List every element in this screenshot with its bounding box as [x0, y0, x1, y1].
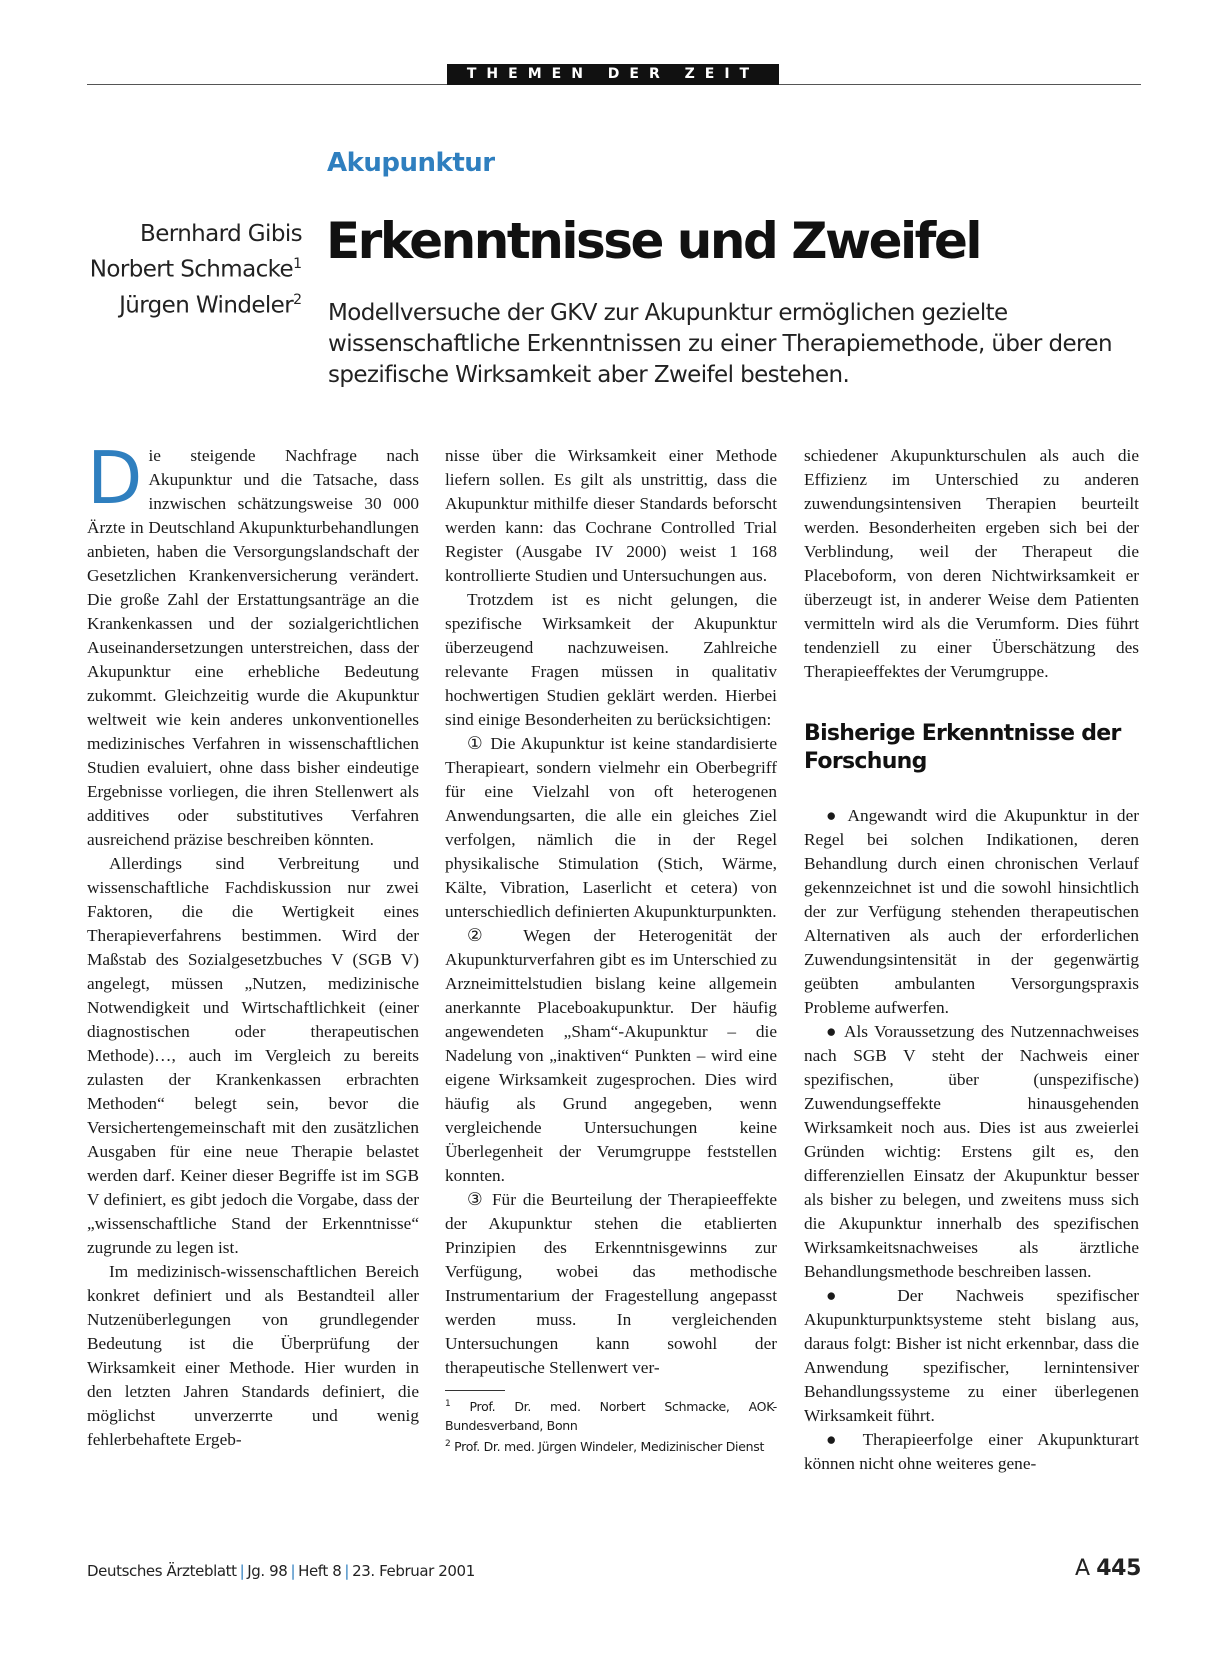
article-title: Erkenntnisse und Zweifel — [326, 212, 980, 270]
text-column-2 — [445, 444, 777, 1456]
section-banner: THEMEN DER ZEIT — [447, 64, 779, 85]
article-kicker: Akupunktur — [327, 148, 495, 178]
author-list — [60, 219, 302, 320]
text-column-3 — [804, 444, 1139, 1476]
author: Bernhard Gibis — [140, 221, 302, 247]
bullet-item: ● Therapieerfolge einer Akupunkturart können nicht ohne weiteres gene- — [804, 1430, 1139, 1473]
text-column-1 — [87, 436, 419, 1452]
paragraph: Die steigende Nachfrage nach Akupunktur und die Tatsache, dass inzwischen schätzungsweise 30 000 Ärzte in Deutschland Akupunkturbehandlungen anbieten, haben die Versorgungslandschaft der Gesetzlichen Krankenversicherung verändert. Die große Zahl der Erstattungsanträge an die Krankenkassen und der sozialgerichtlichen Auseinandersetzungen unterstreichen, dass der Akupunktur eine erhebliche Bedeutung zukommt. Gleichzeitig wurde die Akupunktur weltweit wie kein anderes unkonventionelles medizinisches Verfahren in wissenschaftlichen Studien evaluiert, ohne dass bisher eindeutige Ergebnisse vorliegen, die ihren Stellenwert als additives oder substitutives Verfahren ausreichend präzise beschreiben könnten. — [87, 436, 419, 849]
paragraph: Trotzdem ist es nicht gelungen, die spezifische Wirksamkeit der Akupunktur überzeugend nachzuweisen. Zahlreiche relevante Fragen müssen in qualitativ hochwertigen Studien geklärt werden. Hierbei sind einige Besonderheiten zu berücksichtigen: — [445, 590, 777, 729]
footnote-1: $^1$ Prof. Dr. med. Norbert Schmacke, AOK-Bundesverband, Bonn — [445, 1399, 777, 1434]
paragraph: Allerdings sind Verbreitung und wissenschaftliche Fachdiskussion nur zwei Faktoren, die die Wertigkeit eines Therapieverfahrens bestimmen. Wird der Maßstab des Sozialgesetzbuches V (SGB V) angelegt, müssen „Nutzen, medizinische Notwendigkeit und Wirtschaftlichkeit (einer diagnostischen oder therapeutischen Methode)…, auch im Vergleich zu bereits zulasten der Krankenkassen erbrachten Methoden“ belegt sein, bevor die Versichertengemeinschaft mit den zusätzlichen Ausgaben für eine neue Therapie belastet werden darf. Keiner dieser Begriffe ist im SGB V definiert, es gibt jedoch die Vorgabe, dass der „wissenschaftliche Stand der Erkenntnisse“ zugrunde zu legen ist. — [87, 854, 419, 1257]
volume: Jg. 98 — [247, 1562, 288, 1580]
author: Jürgen Windeler$^2$ — [119, 291, 302, 319]
article-lead: Modellversuche der GKV zur Akupunktur ermöglichen gezielte wissenschaftliche Erkenntnissen zu einer Therapiemethode, über deren spezifische Wirksamkeit aber Zweifel bestehen. — [328, 300, 1112, 388]
page-footer: Deutsches Ärzteblatt | Jg. 98 | Heft 8 | 23. Februar 2001 A 445 — [87, 1556, 1141, 1581]
footnote-rule — [445, 1390, 505, 1391]
issue-date: 23. Februar 2001 — [352, 1562, 475, 1580]
list-item: ③ Für die Beurteilung der Therapieeffekte der Akupunktur stehen die etablierten Prinzipien des Erkenntnisgewinns zur Verfügung, wobei das methodische Instrumentarium der Fragestellung angepasst werden muss. In vergleichenden Untersuchungen kann sowohl der therapeutische Stellenwert ver- — [445, 1190, 777, 1377]
bullet-item: ● Angewandt wird die Akupunktur in der Regel bei solchen Indikationen, deren Behandlung durch einen chronischen Verlauf gekennzeichnet ist und die sowohl hinsichtlich der zur Verfügung stehenden therapeutischen Alternativen als auch der erforderlichen Zuwendungsintensität in der gegenwärtig geübten ambulanten Versorgungspraxis Probleme aufwerfen. — [804, 806, 1139, 1017]
bullet-item: ● Der Nachweis spezifischer Akupunkturpunktsysteme steht bislang aus, daraus folgt: Bisher ist nicht erkennbar, dass die Anwendung spezifischer, lernintensiver Behandlungssysteme zu einer überlegenen Wirksamkeit führt. — [804, 1286, 1139, 1425]
drop-cap: D — [87, 436, 143, 520]
list-item: ① Die Akupunktur ist keine standardisierte Therapieart, sondern vielmehr ein Oberbegriff für eine Vielzahl von oft heterogenen Anwendungsarten, die alle ein gleiches Ziel verfolgen, nämlich die in der Regel physikalische Stimulation (Stich, Wärme, Kälte, Vibration, Laserlicht et cetera) von unterschiedlich definierten Akupunkturpunkten. — [445, 734, 777, 921]
author: Norbert Schmacke$^1$ — [89, 256, 302, 283]
page-number: A 445 — [1075, 1556, 1141, 1581]
paragraph: schiedener Akupunkturschulen als auch die Effizienz im Unterschied zu anderen zuwendungsintensiven Therapien beurteilt werden. Besonderheiten ergeben sich bei der Verblindung, weil der Therapeut die Placeboform, von deren Nichtwirksamkeit er überzeugt ist, in anderer Weise dem Patienten vermitteln wird als die Verumform. Dies führt tendenziell zu einer Überschätzung des Therapieeffektes der Verumgruppe. — [804, 446, 1139, 681]
journal-name: Deutsches Ärzteblatt — [87, 1562, 237, 1580]
paragraph: Im medizinisch-wissenschaftlichen Bereich konkret definiert und als Bestandteil aller Nutzenüberlegungen von grundlegender Bedeutung ist die Überprüfung der Wirksamkeit einer Methode. Hier wurden in den letzten Jahren Standards definiert, die möglichst unverzerrte und wenig fehlerbehaftete Ergeb- — [87, 1262, 419, 1449]
list-item: ② Wegen der Heterogenität der Akupunkturverfahren gibt es im Unterschied zu Arzneimittelstudien bislang keine allgemein anerkannte Placeboakupunktur. Der häufig angewendeten „Sham“-Akupunktur – die Nadelung von „inaktiven“ Punkten – wird eine eigene Wirksamkeit zugesprochen. Dies wird häufig als Grund angegeben, wenn vergleichende Untersuchungen keine Überlegenheit der Verumgruppe feststellen konnten. — [445, 926, 777, 1185]
issue: Heft 8 — [298, 1562, 342, 1580]
footnote-2: $^2$ Prof. Dr. med. Jürgen Windeler, Medizinischer Dienst — [445, 1439, 765, 1455]
paragraph: nisse über die Wirksamkeit einer Methode liefern sollen. Es gilt als unstrittig, dass die Akupunktur mithilfe dieser Standards beforscht werden kann: das Cochrane Controlled Trial Register (Ausgabe IV 2000) weist 1 168 kontrollierte Studien und Untersuchungen aus. — [445, 446, 777, 585]
section-heading: Bisherige Erkenntnisse der Forschung — [804, 721, 1121, 774]
bullet-item: ● Als Voraussetzung des Nutzennachweises nach SGB V steht der Nachweis einer spezifischen, über (unspezifische) Zuwendungseffekte hinausgehenden Wirksamkeit noch aus. Dies ist aus zweierlei Gründen wichtig: Erstens gilt es, den differenziellen Einsatz der Akupunktur besser als bisher zu belegen, und zweitens muss sich die Akupunktur innerhalb des spezifischen Wirksamkeitsnachweises als ärztliche Behandlungsmethode beschreiben lassen. — [804, 1022, 1139, 1281]
